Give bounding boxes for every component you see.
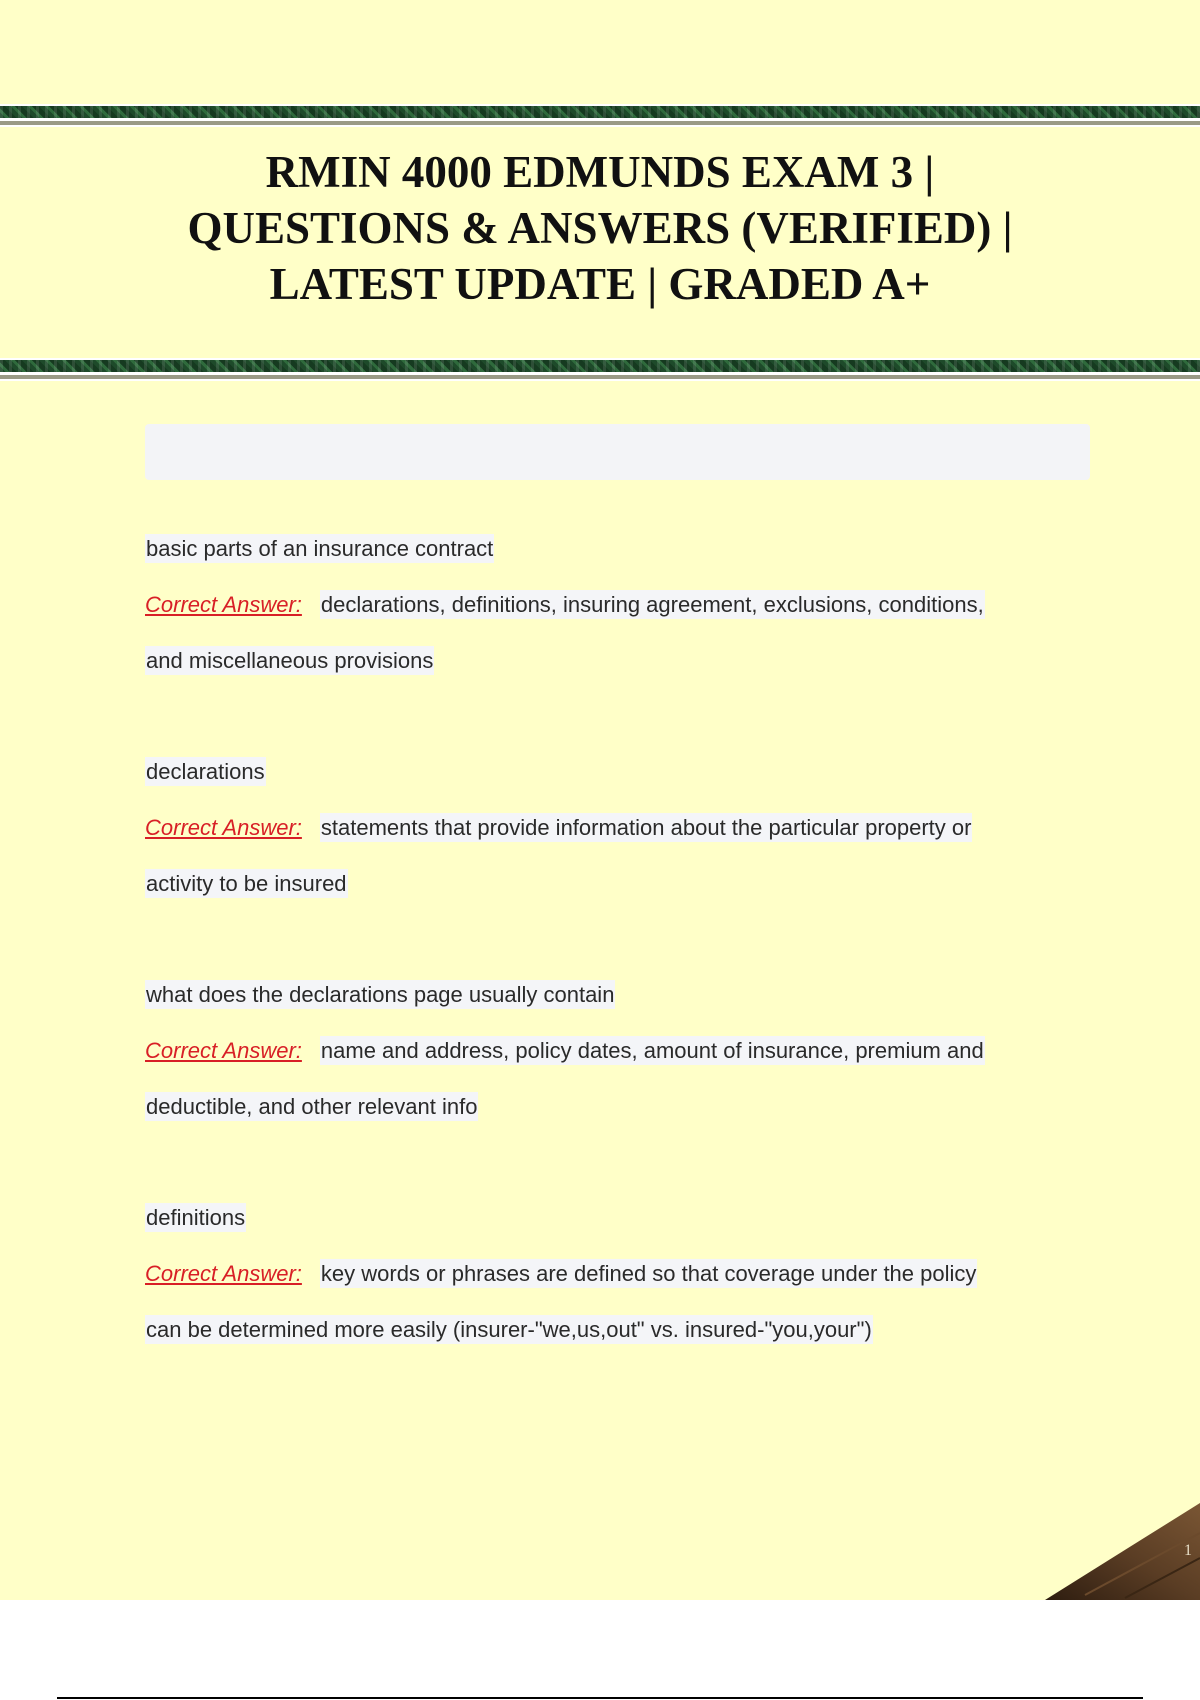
answer-text-continued: activity to be insured (146, 871, 347, 896)
qa-item (145, 979, 1085, 1202)
blank-highlight-box (145, 424, 1090, 480)
document-title: RMIN 4000 EDMUNDS EXAM 3 | QUESTIONS & ANSWERS (VERIFIED) | LATEST UPDATE | GRADED A+ (187, 147, 1013, 309)
answer-text: name and address, policy dates, amount of insurance, premium and (320, 1038, 984, 1063)
qa-item (145, 1202, 1085, 1425)
answer-text: declarations, definitions, insuring agreement, exclusions, conditions, (320, 592, 984, 617)
page-corner-fold (1045, 1503, 1200, 1600)
qa-item (145, 756, 1085, 979)
answer-text: statements that provide information about the particular property or (320, 815, 972, 840)
correct-answer-label: Correct Answer: (145, 815, 302, 840)
question-text: what does the declarations page usually contain (146, 982, 615, 1007)
page-number: 1 (1184, 1542, 1192, 1559)
footer-divider (57, 1697, 1143, 1699)
top-decorative-border (0, 104, 1200, 132)
correct-answer-label: Correct Answer: (145, 1038, 302, 1063)
answer-text-continued: deductible, and other relevant info (146, 1094, 478, 1119)
question-text: declarations (146, 759, 265, 784)
correct-answer-label: Correct Answer: (145, 1261, 302, 1286)
qa-list (145, 533, 1085, 1425)
answer-text-continued: can be determined more easily (insurer-"we,us,out" vs. insured-"you,your") (146, 1317, 872, 1342)
answer-text-continued: and miscellaneous provisions (146, 648, 434, 673)
question-text: basic parts of an insurance contract (146, 536, 494, 561)
correct-answer-label: Correct Answer: (145, 592, 302, 617)
question-text: definitions (146, 1205, 246, 1230)
qa-item (145, 533, 1085, 756)
answer-text: key words or phrases are defined so that coverage under the policy (320, 1261, 977, 1286)
bottom-decorative-border (0, 358, 1200, 386)
